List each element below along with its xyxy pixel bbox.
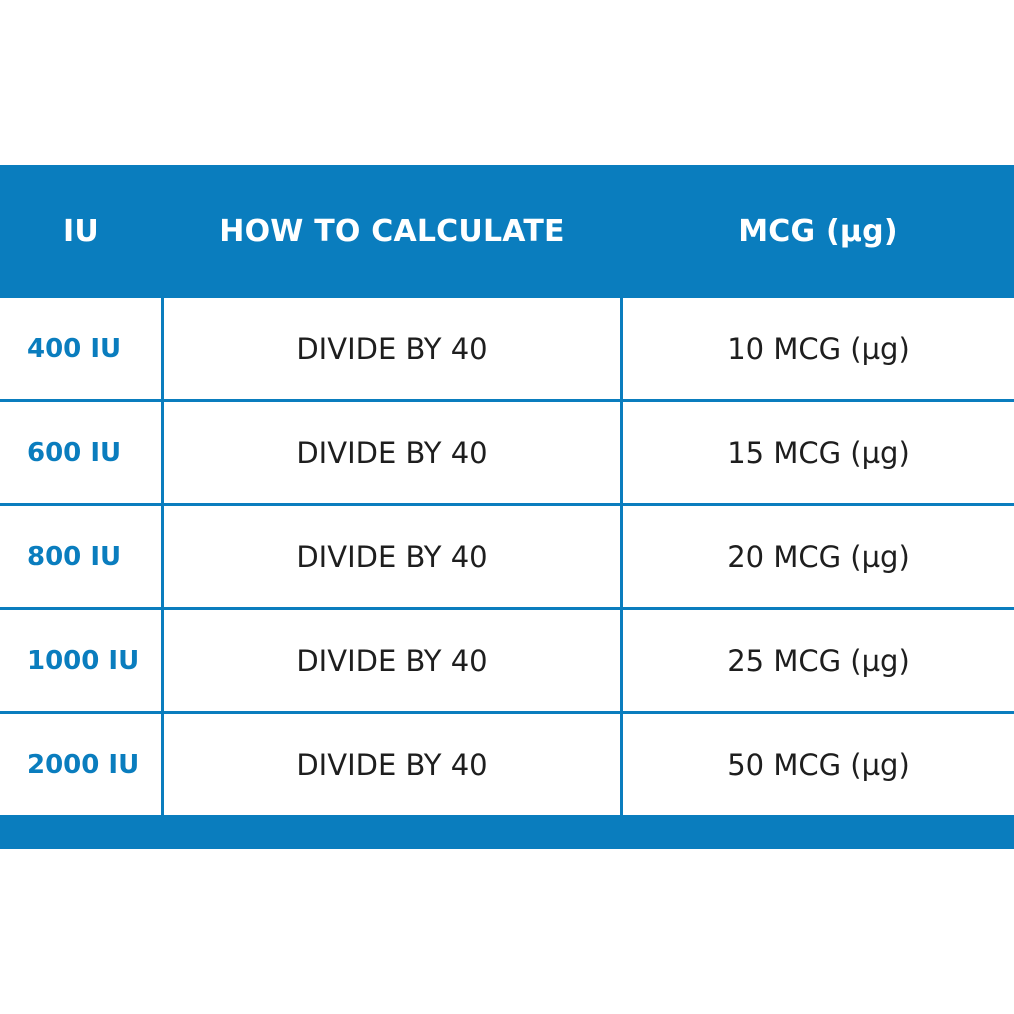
calculation-cell: DIVIDE BY 40 bbox=[164, 298, 620, 399]
calculation-cell: DIVIDE BY 40 bbox=[164, 506, 620, 607]
table-row bbox=[0, 402, 1014, 503]
table-row bbox=[0, 714, 1014, 815]
iu-cell: 600 IU bbox=[0, 402, 161, 503]
header-iu: IU bbox=[63, 214, 99, 249]
calculation-cell: DIVIDE BY 40 bbox=[164, 714, 620, 815]
header-mcg: MCG (µg) bbox=[738, 214, 898, 249]
iu-cell: 400 IU bbox=[0, 298, 161, 399]
mcg-cell: 25 MCG (µg) bbox=[623, 610, 1014, 711]
table-row bbox=[0, 298, 1014, 399]
iu-cell: 1000 IU bbox=[0, 610, 161, 711]
iu-cell: 800 IU bbox=[0, 506, 161, 607]
iu-cell: 2000 IU bbox=[0, 714, 161, 815]
mcg-cell: 15 MCG (µg) bbox=[623, 402, 1014, 503]
conversion-table bbox=[0, 165, 1014, 849]
table-row bbox=[0, 610, 1014, 711]
table-row bbox=[0, 506, 1014, 607]
header-how-to-calculate: HOW TO CALCULATE bbox=[219, 214, 565, 249]
mcg-cell: 50 MCG (µg) bbox=[623, 714, 1014, 815]
mcg-cell: 20 MCG (µg) bbox=[623, 506, 1014, 607]
table-body bbox=[0, 298, 1014, 815]
calculation-cell: DIVIDE BY 40 bbox=[164, 402, 620, 503]
mcg-cell: 10 MCG (µg) bbox=[623, 298, 1014, 399]
table-header bbox=[0, 165, 1014, 298]
calculation-cell: DIVIDE BY 40 bbox=[164, 610, 620, 711]
